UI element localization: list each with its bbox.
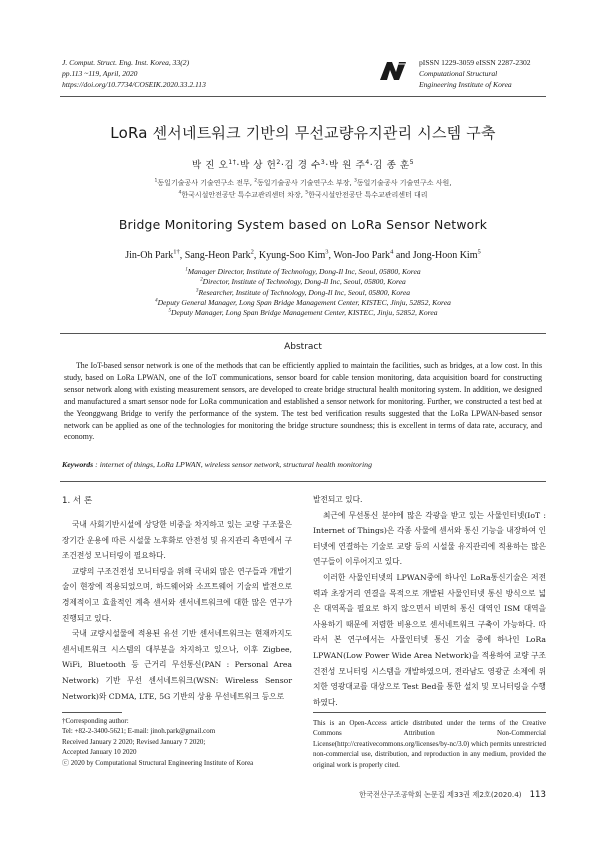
- author-ko-sup: 3: [320, 158, 326, 166]
- author-en-sup: 4: [390, 248, 394, 256]
- author-ko: 박 원 주: [328, 160, 366, 171]
- affiliation-en: [60, 298, 546, 308]
- affiliation-en: [60, 277, 546, 287]
- author-en: Jin-Oh Park: [125, 250, 174, 261]
- aff-ko-text: 한국시설안전공단 특수교관리센터 차장,: [181, 190, 303, 199]
- aff-ko-sup: 1: [154, 178, 158, 184]
- body-paragraph: 교량의 구조건전성 모니터링을 위해 국내외 많은 연구들과 개발기술이 현장에 적용되었으며, 하드웨어와 소프트웨어 기술의 발전으로 경제적이고 효율적인 계측 센서와 센서네트워크에 대한 많은 연구가 진행되고 있다.: [62, 566, 292, 623]
- author-ko: 박 상 헌: [239, 160, 277, 171]
- aff-ko-text: 동일기술공사 기술연구소 전무,: [157, 179, 253, 187]
- aff-en-text: Deputy Manager, Long Span Bridge Management Center, KISTEC, Jinju, 52852, Korea: [170, 308, 438, 318]
- body-paragraph: 국내 사회기반시설에 상당한 비중을 차지하고 있는 교량 구조물은 장기간 운용에 따른 시설물 노후화로 안전성 및 유지관리 측면에서 구조건전성 모니터링이 필요하다.: [62, 520, 292, 561]
- journal-pages: pp.113 ~119, April, 2020: [62, 69, 138, 78]
- aff-ko-text: 한국시설안전공단 특수교관리센터 대리: [308, 190, 428, 199]
- journal-doi: https://doi.org/10.7734/COSEIK.2020.33.2.113: [62, 80, 206, 89]
- author-en-sup: 5: [477, 248, 481, 256]
- author-ko: 김 경 수: [284, 160, 321, 171]
- aff-en-text: Deputy General Manager, Long Span Bridge Management Center, KISTEC, Jinju, 52852, Korea: [157, 297, 451, 307]
- aff-en-sup: 5: [168, 308, 171, 314]
- body-continuation: 발전되고 있다.: [313, 495, 363, 504]
- affiliation-en: [60, 267, 546, 277]
- author-list-english: [60, 250, 546, 261]
- body-paragraph: 이러한 사물인터넷의 LPWAN중에 하나인 LoRa통신기술은 저전력과 초장거리 연결을 목적으로 개발된 사물인터넷 통신 방식으로 넓은 대역폭을 필요로 하지 않으면서 비면허 통신 대역인 ISM 대역을 사용하기 때문에 저렴한 비용으로 센서네트워크 구축이 가능하다. 따라서 본 연구에서는 사물인터넷 통신 기술 중에 하나인 LoRa LPWAN(Low Power Wide Area Network)을 적용하여 교량 구조건전성 모니터링 시스템을 개발하였으며, 전라남도 영광군 소제에 위치한 영광대교를 대상으로 Test Bed를 통한 설치 및 모니터링을 수행하였다.: [313, 572, 546, 707]
- open-access-notice: This is an Open-Access article distributed under the terms of the Creative Commons Attribution Non-Commercial License(http://creativecommons.org/licenses/by-nc/3.0) which permits unrestricted non-commercial use, distribution, and reproduction in any medium, provided the original work is properly cited.: [313, 712, 546, 770]
- affiliations-korean: [60, 178, 546, 201]
- corresponding-author-note: [62, 716, 296, 768]
- header-divider: [60, 96, 546, 97]
- body-paragraph: 국내 교량시설물에 적용된 유선 기반 센서네트워크는 현재까지도 센서네트워크 시스템의 대부분을 차지하고 있으나, 이후 Zigbee, WiFi, Bluetooth 등 근거리 무선통신(PAN : Personal Area Network) 기반 무선 센서네트워크(WSN: Wireless Sensor Network)와 CDMA, LTE, 5G 기반의 상용 무선네트워크 등으로: [62, 629, 292, 701]
- journal-name: J. Comput. Struct. Eng. Inst. Korea, 33(2): [62, 58, 190, 67]
- aff-ko-sup: 2: [254, 178, 258, 184]
- author-ko: 김 종 훈: [373, 160, 410, 171]
- footnote-line: †Corresponding author:: [62, 717, 129, 725]
- affiliation-ko-line: [60, 178, 546, 190]
- author-en: Sang-Heon Park: [184, 250, 251, 261]
- abstract-text: The IoT-based sensor network is one of the methods that can be efficiently applied to maintain the facilities, such as bridges, at a low cost. In this study, based on LoRa LPWAN, one of the IoT communications, sensor board for cable tension monitoring, data acquisition board for constructing sensor network along with existing measurement sensors, are developed to create bridge structural health monitoring system. In addition, we designed and manufactured a smart sensor node for LoRa communication and established a sensor network for monitoring. Further, we constructed a test bed at the Yeonggwang Bridge to verify the performance of the system. The test bed verification results suggested that the LoRa LPWAN-based sensor network can be applied as one of the technologies for monitoring the bridge structure soundness; this is excellent in terms of data rate, accuracy, and economy.: [64, 361, 542, 442]
- author-ko-sup: 5: [409, 158, 415, 166]
- affiliations-english: [60, 267, 546, 318]
- paper-title-english: Bridge Monitoring System based on LoRa Sensor Network: [118, 217, 488, 232]
- publisher-line-1: Computational Structural: [419, 69, 498, 78]
- paper-title-korean: LoRa 센서네트워크 기반의 무선교량유지관리 시스템 구축: [110, 124, 496, 142]
- author-list-korean: 박 진 오$^{1\dagger}$·박 상 헌$^2$·김 경 수$^3$·박 원 주$^4$·김 종 훈$^5$: [191, 158, 415, 171]
- aff-ko-sup: 5: [305, 190, 309, 196]
- keywords-text: internet of things, LoRa LPWAN, wireless sensor network, structural health monitoring: [99, 460, 372, 469]
- aff-en-text: Director, Institute of Technology, Dong-Il Inc, Seoul, 05800, Korea: [202, 277, 406, 287]
- aff-ko-sup: 4: [178, 190, 182, 196]
- aff-en-text: Researcher, Institute of Technology, Dong-Il Inc, Seoul, 05800, Korea: [198, 287, 410, 297]
- author-en: Won-Joo Park: [333, 250, 391, 261]
- aff-en-text: Manager Director, Institute of Technology, Dong-Il Inc, Seoul, 05800, Korea: [187, 267, 421, 276]
- footnote-line: ⓒ 2020 by Computational Structural Engineering Institute of Korea: [62, 758, 254, 767]
- author-ko-sup: 2: [276, 158, 281, 166]
- footnote-divider: [62, 712, 122, 713]
- body-column-left: [62, 517, 292, 704]
- publisher-info: [419, 57, 531, 90]
- publisher-logo: [378, 60, 408, 82]
- aff-en-sup: 1: [185, 267, 188, 273]
- aff-en-sup: 4: [155, 298, 158, 304]
- aff-en-sup: 3: [195, 288, 199, 294]
- author-en-sup: 3: [325, 248, 329, 256]
- aff-en-sup: 2: [200, 277, 203, 283]
- author-ko-sup: 1†: [228, 158, 237, 166]
- publisher-line-2: Engineering Institute of Korea: [419, 80, 512, 89]
- author-ko-sup: 4: [365, 158, 370, 166]
- section-heading: 1. 서 론: [62, 496, 93, 506]
- page-number: 113: [529, 790, 546, 800]
- aff-ko-text: 동일기술공사 기술연구소 부장,: [257, 179, 352, 187]
- keywords-separator: :: [93, 460, 100, 469]
- journal-citation: [62, 57, 206, 90]
- keywords: [62, 460, 546, 469]
- author-en-sup: 1†: [173, 248, 180, 256]
- keywords-label: Keywords: [62, 460, 94, 469]
- affiliation-en: [60, 308, 546, 318]
- author-en: Jong-Hoon Kim: [412, 250, 478, 261]
- footnote-line: Tel: +82-2-3400-5621; E-mail: jinoh.park@gmail.com: [62, 727, 216, 736]
- abstract-heading: Abstract: [284, 342, 322, 352]
- author-ko: 박 진 오: [191, 160, 229, 171]
- affiliation-en: [60, 288, 546, 298]
- footnote-line: Received January 2 2020; Revised January 7 2020;: [62, 737, 206, 746]
- aff-ko-sup: 3: [353, 178, 357, 184]
- issn: pISSN 1229-3059 eISSN 2287-2302: [419, 58, 531, 67]
- body-paragraph: 최근에 무선통신 분야에 많은 각광을 받고 있는 사물인터넷(IoT : Internet of Things)은 각종 사물에 센서와 통신 기능을 내장하여 인터넷에 연결하는 기술로 교량 등의 시설물 유지관리에 적용하는 많은 연구들이 이루어지고 있다.: [313, 510, 546, 567]
- author-en: Kyung-Soo Kim: [258, 250, 326, 261]
- footnote-line: Accepted January 10 2020: [62, 748, 137, 757]
- author-separator: and: [393, 250, 413, 261]
- affiliation-ko-line: [60, 190, 546, 202]
- body-column-right: [313, 492, 546, 710]
- author-separator: ,: [328, 250, 334, 261]
- author-separator: ,: [179, 250, 185, 261]
- author-separator: ,: [253, 250, 259, 261]
- journal-name-korean: 한국전산구조공학회 논문집 제33권 제2호(2020.4): [359, 790, 522, 799]
- aff-ko-text: 동일기술공사 기술연구소 사원,: [356, 179, 452, 187]
- page-footer: [300, 790, 546, 800]
- author-en-sup: 2: [250, 248, 254, 256]
